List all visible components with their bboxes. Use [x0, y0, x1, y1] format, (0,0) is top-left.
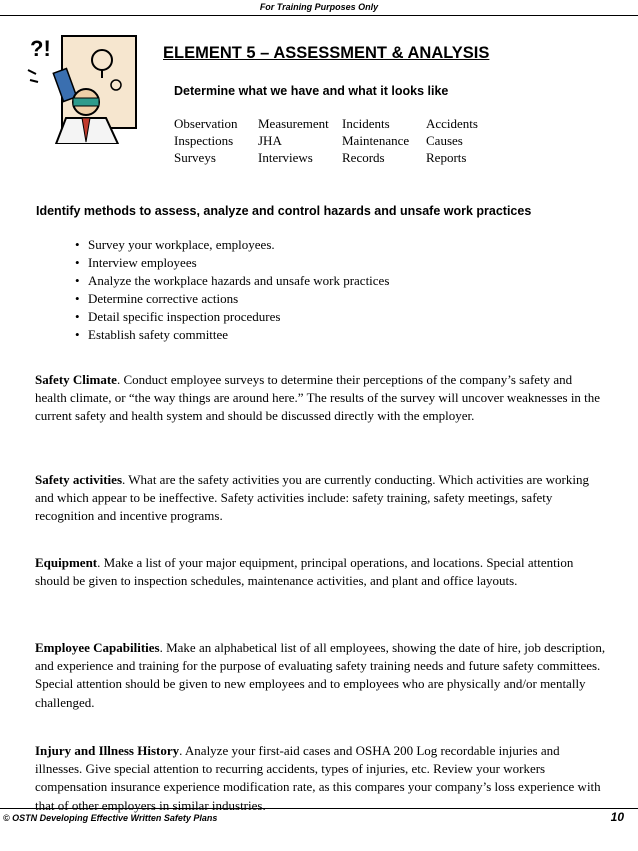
section-term: Safety Climate [35, 372, 117, 387]
page-title: ELEMENT 5 – ASSESSMENT & ANALYSIS [163, 44, 490, 62]
method-cell: Surveys [174, 150, 216, 165]
header-divider [0, 15, 638, 16]
bullet-list [75, 236, 389, 344]
list-item: • Establish safety committee [75, 326, 389, 344]
employee-capabilities-paragraph [35, 639, 607, 712]
footer-divider [0, 808, 638, 809]
method-cell: JHA [258, 133, 282, 148]
method-cell: Accidents [426, 116, 478, 131]
methods-row [174, 149, 510, 166]
methods-grid [174, 115, 510, 166]
method-cell: Measurement [258, 116, 329, 131]
identify-heading: Identify methods to assess, analyze and control hazards and unsafe work practices [36, 204, 532, 218]
list-item: • Interview employees [75, 254, 389, 272]
section-term: Injury and Illness History [35, 743, 180, 758]
method-cell: Inspections [174, 133, 234, 148]
method-cell: Incidents [342, 116, 390, 131]
methods-row [174, 132, 510, 149]
section-text: . What are the safety activities you are currently conducting. Which activities are working and which appear to be ineffective. Safety activities include: safety training, safety meetings, safety recognition and incentive programs. [35, 472, 589, 524]
safety-activities-paragraph [35, 471, 607, 526]
footer-copyright: © OSTN Developing Effective Written Safety Plans [3, 813, 218, 823]
method-cell: Reports [426, 150, 467, 165]
method-cell: Observation [174, 116, 238, 131]
section-text: . Make an alphabetical list of all employees, showing the date of hire, job description, and experience and training for the purpose of evaluating safety training needs and future safety committees. Special attention should be given to new employees and to employees who are physically and/or mentally challenged. [35, 640, 606, 710]
section-term: Employee Capabilities [35, 640, 160, 655]
section-term: Safety activities [35, 472, 123, 487]
section-text: . Analyze your first-aid cases and OSHA 200 Log recordable injuries and illnesses. Give special attention to recurring accidents, types of injuries, etc. Review your workers compensation insurance experience modification rate, as this compares your company’s loss experience with that of other employers in similar industries. [35, 743, 601, 813]
section-term: Equipment [35, 555, 98, 570]
safety-climate-paragraph [35, 371, 607, 426]
confused-person-illustration [26, 30, 140, 144]
list-item: • Detail specific inspection procedures [75, 308, 389, 326]
injury-history-paragraph [35, 742, 607, 815]
page-header: For Training Purposes Only [259, 2, 379, 12]
method-cell: Interviews [258, 150, 313, 165]
section-text: . Conduct employee surveys to determine their perceptions of the company’s safety and health climate, or “the way things are around here.” The results of the survey will uncover weaknesses in the current safety and health system and should be discussed directly with the employer. [35, 372, 601, 424]
list-item: • Analyze the workplace hazards and unsafe work practices [75, 272, 389, 290]
list-item: • Survey your workplace, employees. [75, 236, 389, 254]
method-cell: Maintenance [342, 133, 410, 148]
methods-row [174, 115, 510, 132]
section-text: . Make a list of your major equipment, principal operations, and locations. Special attention should be given to inspection schedules, maintenance activities, and plant and office layouts. [35, 555, 574, 589]
list-item: • Determine corrective actions [75, 290, 389, 308]
equipment-paragraph [35, 554, 607, 590]
page-number: 10 [610, 810, 624, 824]
page-subtitle: Determine what we have and what it looks like [174, 84, 449, 98]
method-cell: Records [342, 150, 385, 165]
method-cell: Causes [426, 133, 463, 148]
svg-text:?!: ?! [30, 36, 51, 61]
